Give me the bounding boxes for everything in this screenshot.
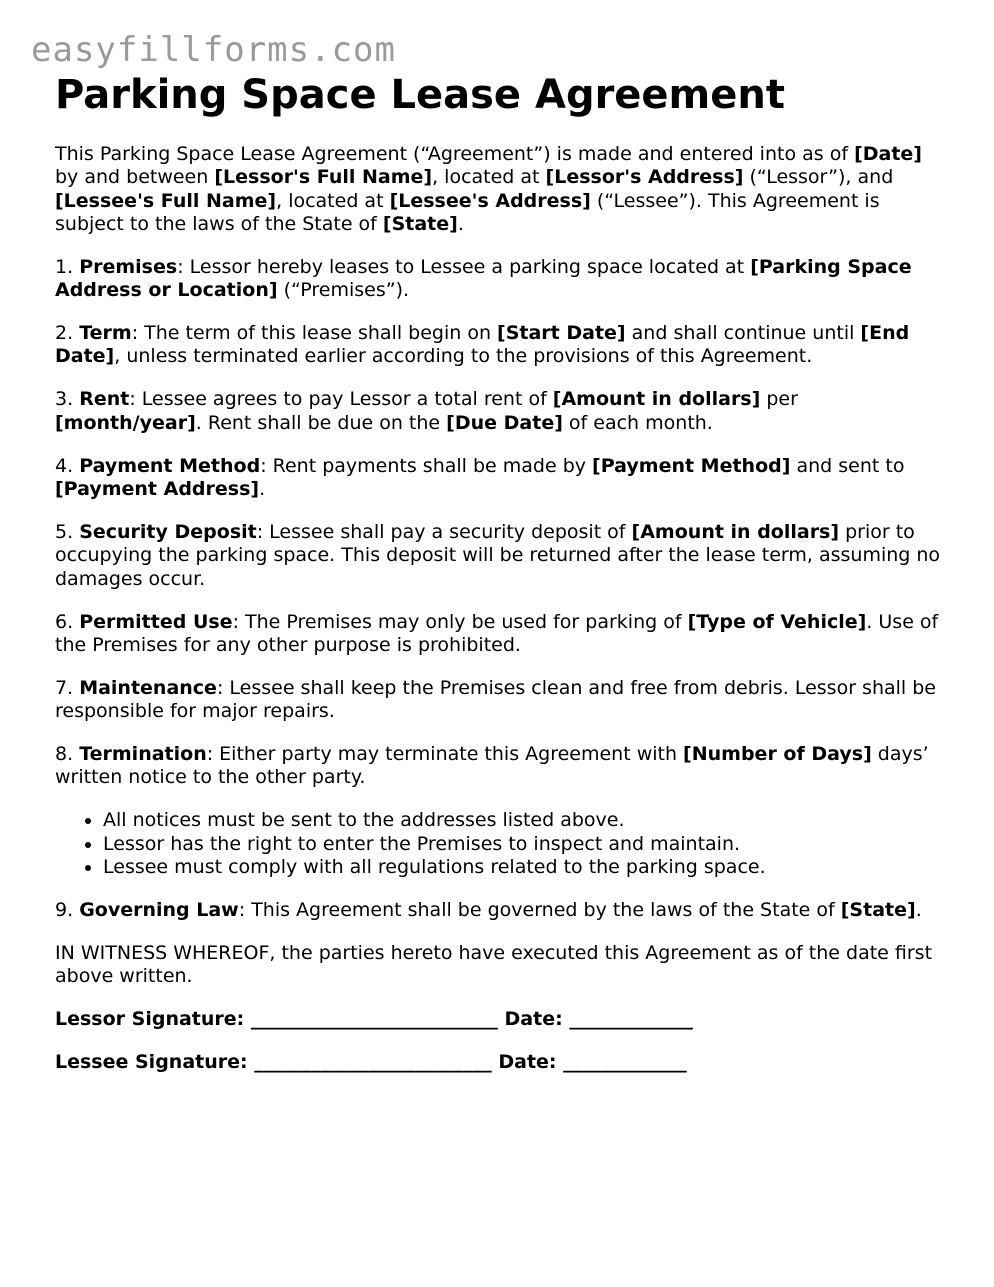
section-9 [55, 899, 945, 922]
section-6 [55, 611, 945, 658]
bullet-item: • Lessor has the right to enter the Premises to inspect and maintain. [103, 833, 945, 856]
text-run: , located at [432, 166, 546, 189]
text-run: by and between [55, 166, 215, 189]
section-number: 1. [55, 255, 74, 278]
section-number: 7. [55, 676, 74, 699]
text-run: : Lessee agrees to pay Lessor a total rent of [129, 388, 553, 411]
section-number: 4. [55, 454, 74, 477]
text-run: . [457, 212, 464, 235]
placeholder-field: [Type of Vehicle] [687, 610, 867, 633]
document-body [55, 143, 945, 1094]
section-2 [55, 322, 945, 369]
text-run: , located at [276, 189, 390, 212]
text-run: days’ written notice to the other party. [55, 743, 929, 789]
date-blank: _____________ [569, 1008, 693, 1031]
text-run: (“Premises”). [277, 279, 410, 302]
placeholder-field: [Date] [854, 143, 922, 165]
placeholder-field: [Amount in dollars] [631, 521, 840, 543]
section-4 [55, 455, 945, 502]
date-blank: _____________ [563, 1051, 687, 1074]
text-run: (“Lessor”), and [743, 166, 894, 189]
signature-block [55, 1008, 945, 1074]
section-number: 6. [55, 610, 74, 633]
section-number: 5. [55, 521, 74, 543]
signature-label: Lessor Signature: [55, 1008, 245, 1031]
placeholder-field: [Parking Space Address or Location] [55, 255, 912, 302]
text-run: : Rent payments shall be made by [260, 454, 593, 477]
text-run: of each month. [562, 411, 713, 434]
text-run: : Lessee shall keep the Premises clean and free from debris. Lessor shall be responsible for major repairs. [55, 676, 936, 723]
witness-paragraph: IN WITNESS WHEREOF, the parties hereto have executed this Agreement as of the date first above written. [55, 941, 933, 988]
text-run: : Lessor hereby leases to Lessee a parking space located at [177, 255, 751, 278]
signature-blank: _________________________ [254, 1051, 492, 1074]
text-run: : Either party may terminate this Agreement with [206, 743, 684, 766]
text-run: : The Premises may only be used for parking of [232, 610, 688, 633]
section-3 [55, 388, 945, 435]
placeholder-field: [End Date] [55, 322, 910, 368]
text-run: . Rent shall be due on the [195, 411, 447, 434]
section-heading: Maintenance [79, 676, 217, 699]
text-run: per [760, 388, 798, 411]
date-label: Date: [498, 1051, 557, 1074]
placeholder-field: [Lessee's Address] [389, 189, 591, 212]
placeholder-field: [State] [382, 212, 458, 235]
notice-bullet-list [55, 809, 945, 879]
text-run: and shall continue until [625, 322, 861, 345]
section-heading: Premises [79, 255, 178, 278]
text-run: and sent to [790, 454, 905, 477]
placeholder-field: [State] [840, 899, 916, 921]
signature-blank: __________________________ [250, 1008, 498, 1031]
lessor-signature-line [55, 1008, 945, 1031]
text-run: . [259, 478, 266, 501]
section-7 [55, 677, 945, 724]
text-run: . Use of the Premises for any other purpose is prohibited. [55, 610, 939, 656]
section-heading: Rent [79, 388, 130, 411]
section-8 [55, 743, 945, 790]
text-run: This Parking Space Lease Agreement (“Agreement”) is made and entered into as of [55, 143, 855, 165]
text-run: (“Lessee”). This Agreement is subject to the laws of the State of [55, 189, 880, 235]
section-number: 2. [55, 322, 74, 345]
section-1 [55, 256, 945, 303]
placeholder-field: [Due Date] [446, 411, 563, 434]
section-5 [55, 521, 945, 591]
placeholder-field: [month/year] [55, 411, 196, 434]
signature-label: Lessee Signature: [55, 1051, 248, 1074]
text-run: , unless terminated earlier according to the provisions of this Agreement. [114, 345, 813, 368]
section-heading: Permitted Use [79, 610, 233, 633]
section-heading: Term [79, 322, 132, 345]
placeholder-field: [Lessee's Full Name] [55, 189, 277, 212]
text-run: prior to occupying the parking space. This deposit will be returned after the lease term, assuming no damages occur. [55, 521, 941, 590]
placeholder-field: [Start Date] [497, 322, 626, 345]
placeholder-field: [Payment Method] [592, 454, 791, 477]
section-heading: Termination [79, 743, 207, 766]
bullet-item: • Lessee must comply with all regulations related to the parking space. [103, 856, 945, 879]
placeholder-field: [Amount in dollars] [552, 388, 761, 411]
section-number: 9. [55, 899, 74, 921]
intro-paragraph [55, 143, 945, 236]
placeholder-field: [Payment Address] [55, 478, 260, 501]
bullet-item: • All notices must be sent to the addresses listed above. [103, 809, 945, 832]
sections [55, 256, 945, 922]
text-run: : Lessee shall pay a security deposit of [256, 521, 632, 543]
text-run: : This Agreement shall be governed by the laws of the State of [238, 899, 841, 921]
section-number: 8. [55, 743, 74, 766]
placeholder-field: [Number of Days] [683, 743, 872, 766]
watermark: easyfillforms.com [31, 30, 396, 70]
lessee-signature-line [55, 1051, 945, 1074]
text-run: . [915, 899, 922, 921]
placeholder-field: [Lessor's Address] [545, 166, 744, 189]
section-heading: Security Deposit [79, 521, 257, 543]
date-label: Date: [504, 1008, 563, 1031]
section-number: 3. [55, 388, 74, 411]
text-run: : The term of this lease shall begin on [131, 322, 498, 345]
placeholder-field: [Lessor's Full Name] [214, 166, 433, 189]
section-heading: Governing Law [79, 899, 239, 921]
page-title: Parking Space Lease Agreement [55, 72, 785, 118]
section-heading: Payment Method [79, 454, 261, 477]
